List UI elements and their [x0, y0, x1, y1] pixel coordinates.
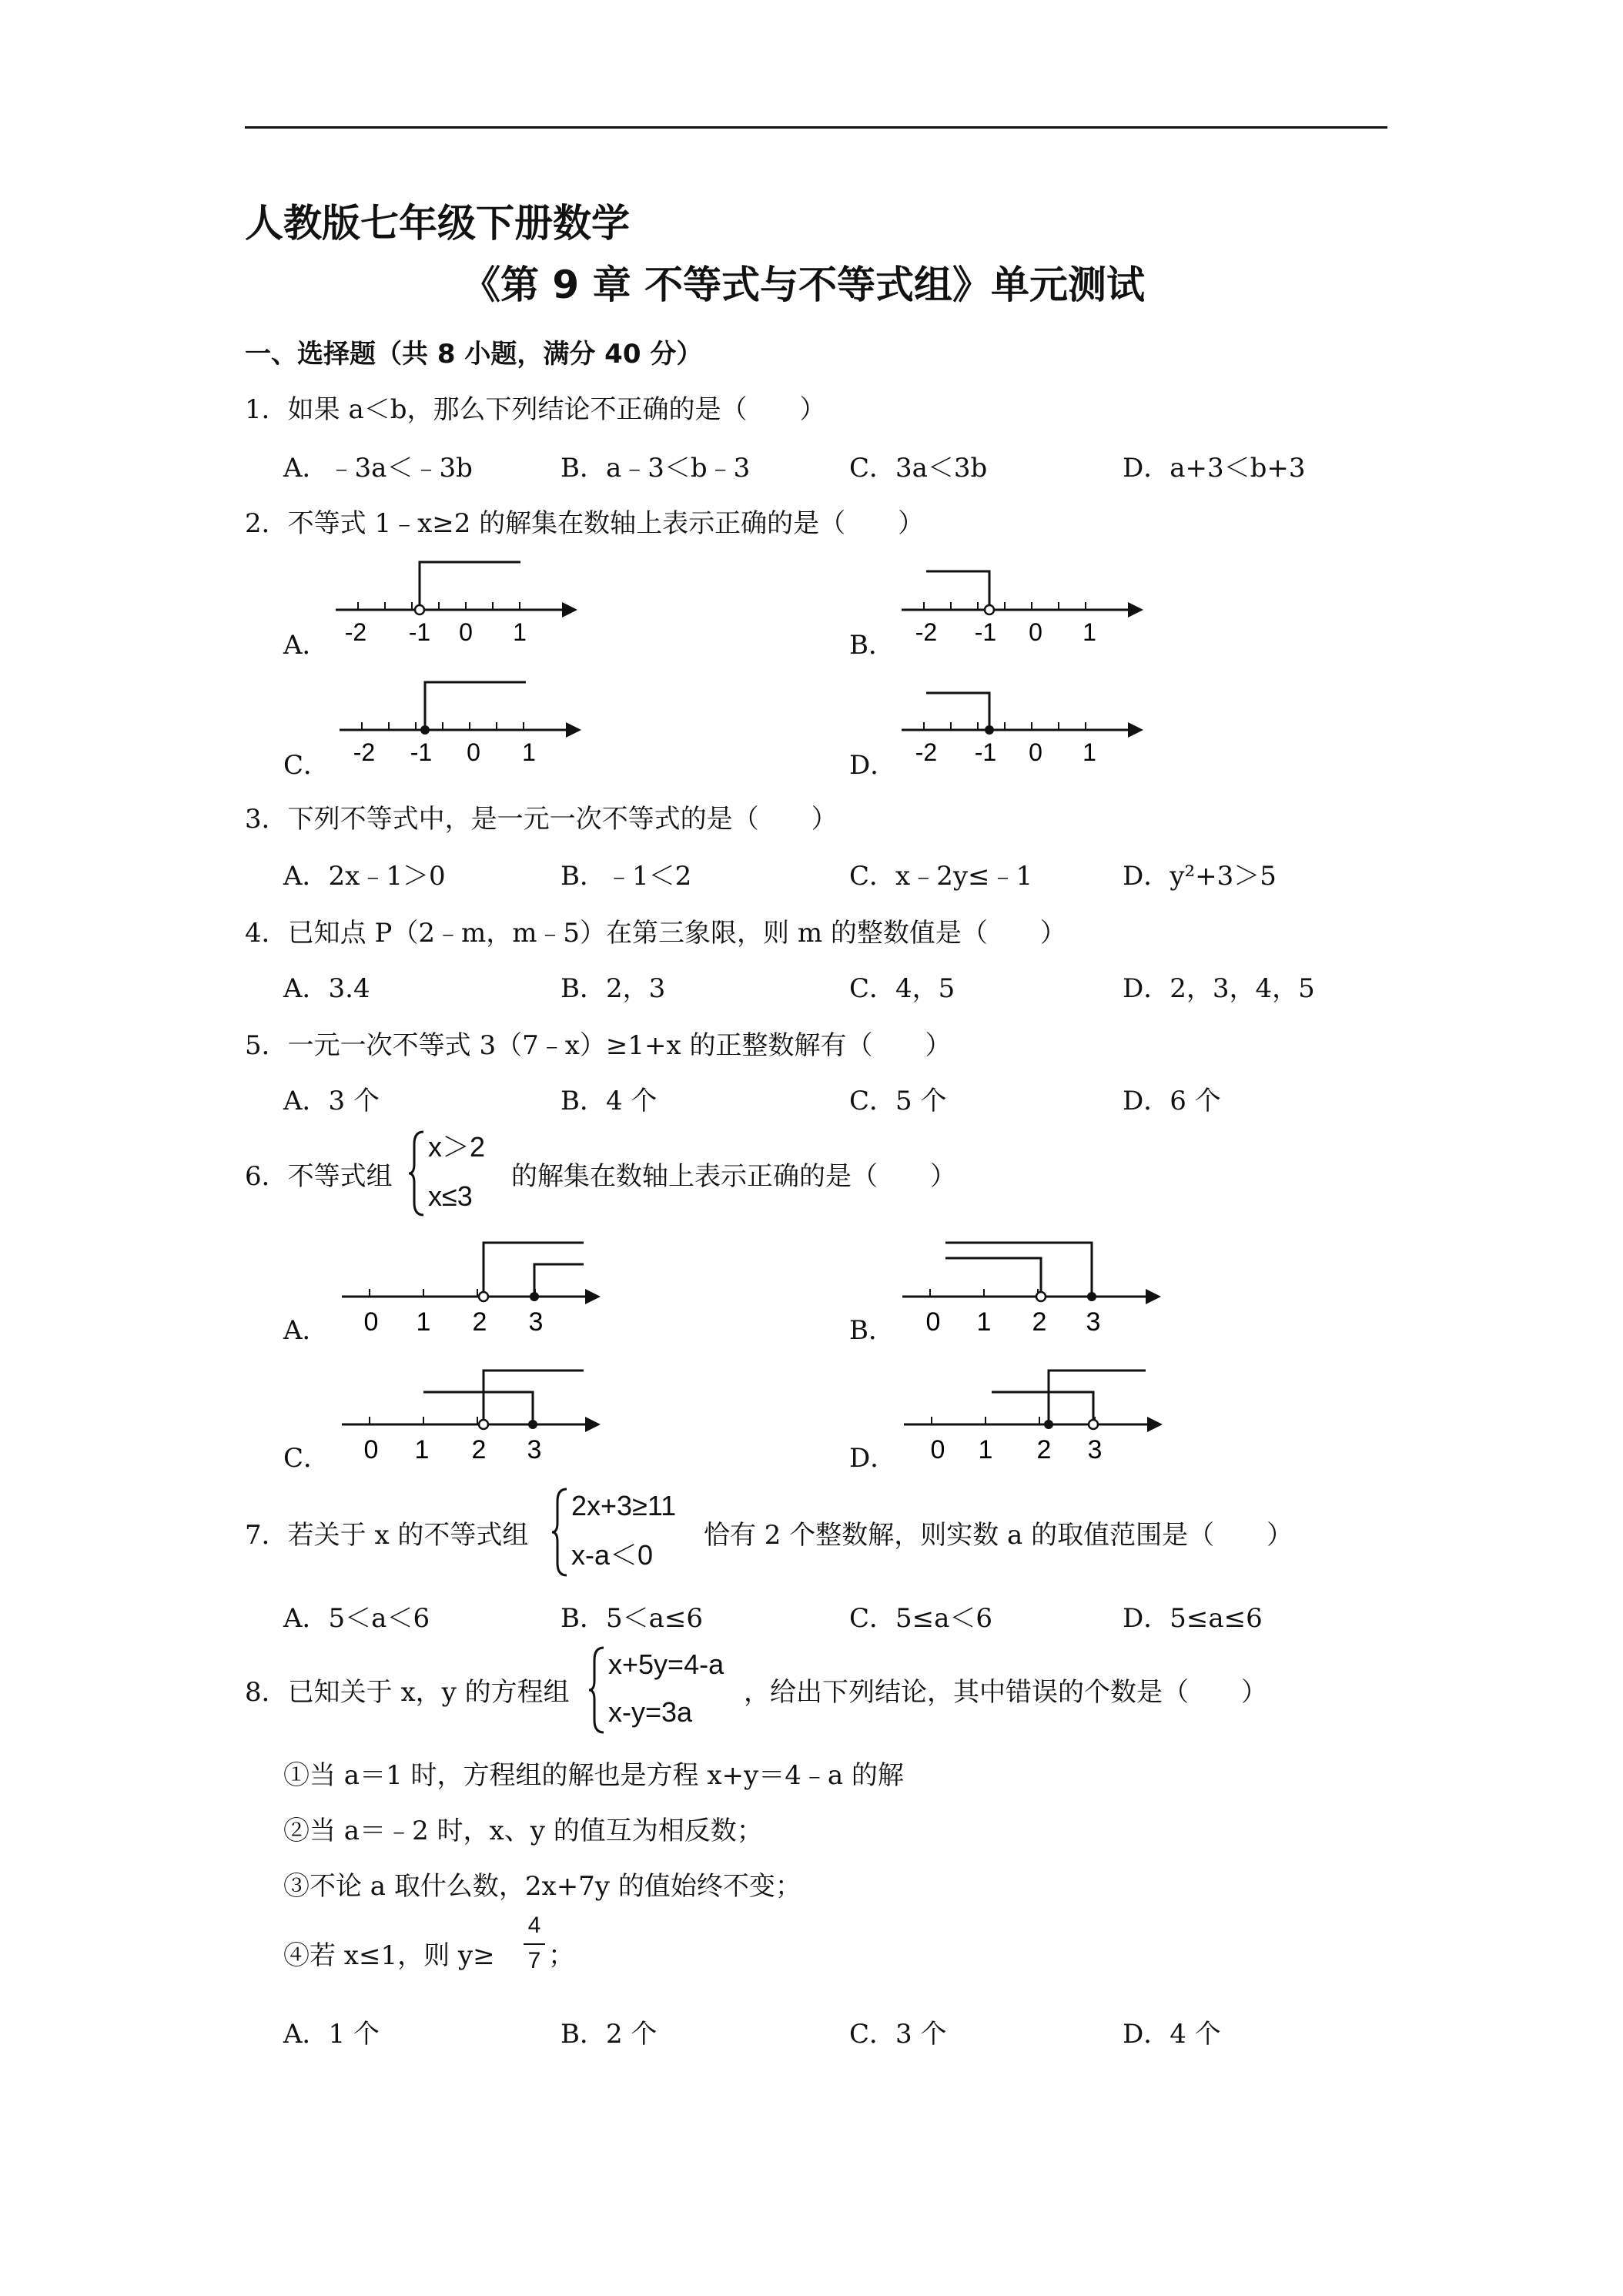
- tick-label: -2: [344, 618, 367, 646]
- section-heading: 一、选择题（共 8 小题，满分 40 分）: [245, 339, 703, 370]
- q5-option-a: A．3 个: [283, 1086, 380, 1116]
- q7-stem-post: 恰有 2 个整数解，则实数 a 的取值范围是（ ）: [704, 1520, 1293, 1551]
- q3-option-d: D．y²+3＞5: [1123, 861, 1277, 892]
- q2-option-b: B．: [849, 630, 895, 661]
- q8-option-c: C．3 个: [849, 2019, 947, 2050]
- q7-system-line1: 2x+3≥11: [571, 1490, 677, 1521]
- q2-numberline-b: [897, 554, 1143, 647]
- q6-numberline-c: [339, 1360, 601, 1468]
- tick-label: 0: [467, 738, 480, 766]
- q7-option-a: A．5＜a＜6: [283, 1603, 430, 1634]
- tick-label: 1: [522, 738, 536, 766]
- q2-option-c: C．: [283, 750, 330, 781]
- q8-option-d: D．4 个: [1123, 2019, 1221, 2050]
- tick-label: 1: [416, 1307, 431, 1337]
- tick-label: -2: [915, 618, 938, 646]
- tick-label: 0: [930, 1435, 945, 1464]
- q2-numberline-c: [335, 674, 581, 767]
- q5-option-b: B．4 个: [561, 1086, 658, 1116]
- q1-stem: 1．如果 a＜b，那么下列结论不正确的是（ ）: [245, 394, 826, 425]
- q8-statement-2: ②当 a＝﹣2 时，x、y 的值互为相反数；: [283, 1816, 763, 1846]
- q5-stem: 5．一元一次不等式 3（7﹣x）≥1+x 的正整数解有（ ）: [245, 1030, 952, 1061]
- tick-label: 0: [1029, 738, 1042, 766]
- q2-option-a: A．: [283, 630, 329, 661]
- q5-option-c: C．5 个: [849, 1086, 947, 1116]
- q4-option-b: B．2，3: [561, 973, 666, 1004]
- q4-option-a: A．3.4: [283, 973, 370, 1004]
- tick-label: 0: [1029, 618, 1042, 646]
- q6-numberline-a: [339, 1232, 601, 1340]
- tick-label: -1: [974, 738, 997, 766]
- q6-stem-post: 的解集在数轴上表示正确的是（ ）: [511, 1161, 956, 1192]
- q8-statement-4-end: ；: [548, 1940, 574, 1971]
- q8-stem-post: ，给出下列结论，其中错误的个数是（ ）: [744, 1677, 1267, 1708]
- tick-label: 2: [1032, 1307, 1047, 1337]
- tick-label: 1: [513, 618, 527, 646]
- tick-label: 1: [414, 1435, 430, 1464]
- tick-label: 1: [978, 1435, 993, 1464]
- q6-numberline-d: [901, 1360, 1163, 1468]
- q7-option-b: B．5＜a≤6: [561, 1603, 704, 1634]
- q7-option-d: D．5≤a≤6: [1123, 1603, 1263, 1634]
- tick-label: 1: [976, 1307, 992, 1337]
- q6-system-line2: x≤3: [428, 1180, 473, 1212]
- tick-label: 3: [528, 1307, 544, 1337]
- tick-label: -2: [915, 738, 938, 766]
- q1-option-d: D．a+3＜b+3: [1123, 453, 1306, 484]
- page-title: 人教版七年级下册数学: [245, 201, 630, 246]
- tick-label: 2: [472, 1307, 487, 1337]
- q4-option-d: D．2，3，4，5: [1123, 973, 1315, 1004]
- tick-label: 0: [459, 618, 473, 646]
- q8-brace: [588, 1646, 605, 1734]
- tick-label: -2: [353, 738, 376, 766]
- q6-option-a: A．: [283, 1315, 329, 1346]
- q1-option-b: B．a﹣3＜b﹣3: [561, 453, 751, 484]
- tick-label: 0: [925, 1307, 941, 1337]
- q2-option-d: D．: [849, 750, 897, 781]
- q8-option-a: A．1 个: [283, 2019, 380, 2050]
- fraction-numerator: 4: [527, 1913, 541, 1938]
- q2-numberline-a: [331, 554, 577, 647]
- q3-option-a: A．2x﹣1＞0: [283, 861, 446, 892]
- q6-system-line1: x＞2: [428, 1131, 486, 1163]
- q8-system-line2: x-y=3a: [608, 1696, 693, 1728]
- q8-statement-4: ④若 x≤1，则 y≥: [283, 1940, 495, 1971]
- tick-label: 0: [363, 1307, 379, 1337]
- q6-brace: [408, 1130, 425, 1217]
- q6-stem-pre: 6．不等式组: [245, 1161, 393, 1192]
- fraction-denominator: 7: [527, 1948, 541, 1973]
- q3-option-c: C．x﹣2y≤﹣1: [849, 861, 1033, 892]
- q4-stem: 4．已知点 P（2﹣m，m﹣5）在第三象限，则 m 的整数值是（ ）: [245, 918, 1066, 949]
- tick-label: 3: [1087, 1435, 1103, 1464]
- q1-option-c: C．3a＜3b: [849, 453, 988, 484]
- q4-option-c: C．4，5: [849, 973, 955, 1004]
- q7-brace: [551, 1488, 568, 1577]
- q8-statement-1: ①当 a＝1 时，方程组的解也是方程 x+y＝4﹣a 的解: [283, 1760, 904, 1791]
- tick-label: 2: [471, 1435, 487, 1464]
- q8-stem-pre: 8．已知关于 x，y 的方程组: [245, 1677, 570, 1708]
- q3-option-b: B．﹣1＜2: [561, 861, 692, 892]
- tick-label: 1: [1083, 738, 1096, 766]
- page-subtitle: 《第 9 章 不等式与不等式组》单元测试: [462, 263, 1146, 307]
- tick-label: -1: [408, 618, 431, 646]
- q6-option-d: D．: [849, 1443, 897, 1474]
- q6-option-b: B．: [849, 1315, 895, 1346]
- tick-label: -1: [410, 738, 433, 766]
- tick-label: 3: [527, 1435, 542, 1464]
- q7-system-line2: x-a＜0: [571, 1539, 654, 1571]
- tick-label: 1: [1083, 618, 1096, 646]
- q6-option-c: C．: [283, 1443, 330, 1474]
- q7-stem-pre: 7．若关于 x 的不等式组: [245, 1520, 529, 1551]
- q7-option-c: C．5≤a＜6: [849, 1603, 993, 1634]
- q8-statement-3: ③不论 a 取什么数，2x+7y 的值始终不变；: [283, 1871, 801, 1902]
- q8-option-b: B．2 个: [561, 2019, 658, 2050]
- header-rule: [245, 126, 1387, 129]
- q8-system-line1: x+5y=4-a: [608, 1648, 724, 1680]
- tick-label: 3: [1086, 1307, 1101, 1337]
- fraction-bar: [524, 1943, 545, 1945]
- q5-option-d: D．6 个: [1123, 1086, 1221, 1116]
- q6-numberline-b: [899, 1232, 1161, 1340]
- q2-numberline-d: [897, 674, 1143, 767]
- q1-option-a: A．﹣3a＜﹣3b: [283, 453, 473, 484]
- tick-label: 0: [363, 1435, 379, 1464]
- q3-stem: 3．下列不等式中，是一元一次不等式的是（ ）: [245, 804, 838, 835]
- q2-stem: 2．不等式 1﹣x≥2 的解集在数轴上表示正确的是（ ）: [245, 508, 925, 539]
- tick-label: -1: [974, 618, 997, 646]
- tick-label: 2: [1036, 1435, 1052, 1464]
